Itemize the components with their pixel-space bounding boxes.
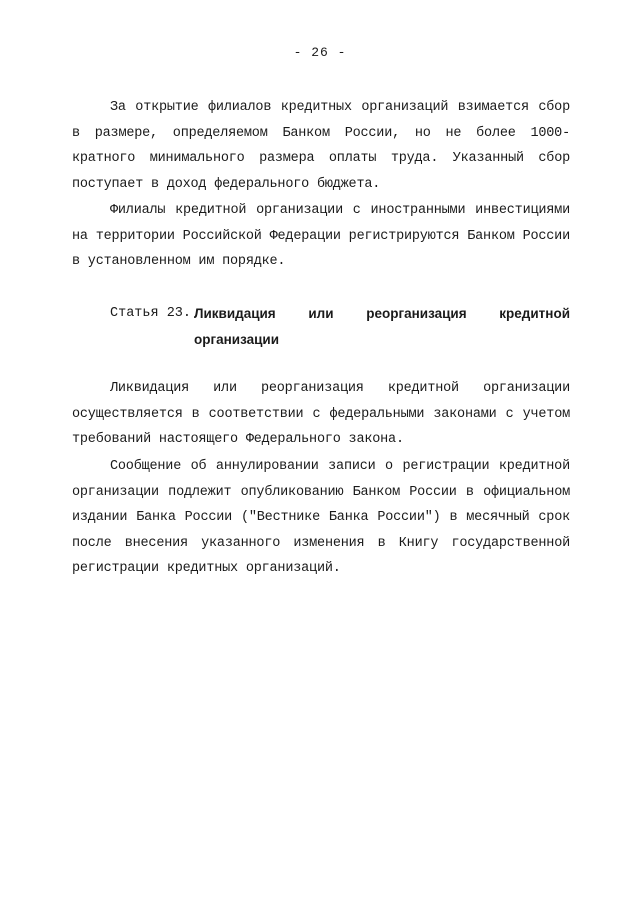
article-title-word: кредитной bbox=[499, 306, 570, 321]
paragraph-text: Сообщение об аннулировании записи о регистрации кредитной организации подлежит опубликованию Банком России в официальном издании Банка России ("Вестнике Банка России") в месячный срок после внесения указанного изменения в Книгу государственной регистрации кредитных организаций. bbox=[72, 459, 570, 576]
paragraph-text: Ликвидация или реорганизация кредитной организации осуществляется в соответствии с федеральными законами с учетом требований настоящего Федерального закона. bbox=[72, 381, 570, 447]
paragraph-foreign-branches bbox=[72, 198, 570, 275]
article-title-word: или bbox=[308, 306, 334, 321]
article-title bbox=[194, 301, 570, 352]
paragraph-annulment-notice bbox=[72, 454, 570, 582]
article-title-word: реорганизация bbox=[366, 306, 467, 321]
article-title-word: Ликвидация bbox=[194, 306, 276, 321]
article-title-line1 bbox=[194, 301, 570, 327]
article-title-line2: организации bbox=[194, 331, 280, 347]
paragraph-text: За открытие филиалов кредитных организаций взимается сбор в размере, определяемом Банком России, но не более 1000-кратного минимального размера оплаты труда. Указанный сбор поступает в доход федерального бюджета. bbox=[72, 100, 570, 192]
page-number: - 26 - bbox=[293, 45, 347, 60]
paragraph-text: Филиалы кредитной организации с иностранными инвестициями на территории Российской Федерации регистрируются Банком России в установленном им порядке. bbox=[72, 203, 570, 269]
paragraph-branch-fee bbox=[72, 95, 570, 197]
paragraph-liquidation bbox=[72, 376, 570, 453]
article-number: Статья 23. bbox=[110, 306, 192, 321]
